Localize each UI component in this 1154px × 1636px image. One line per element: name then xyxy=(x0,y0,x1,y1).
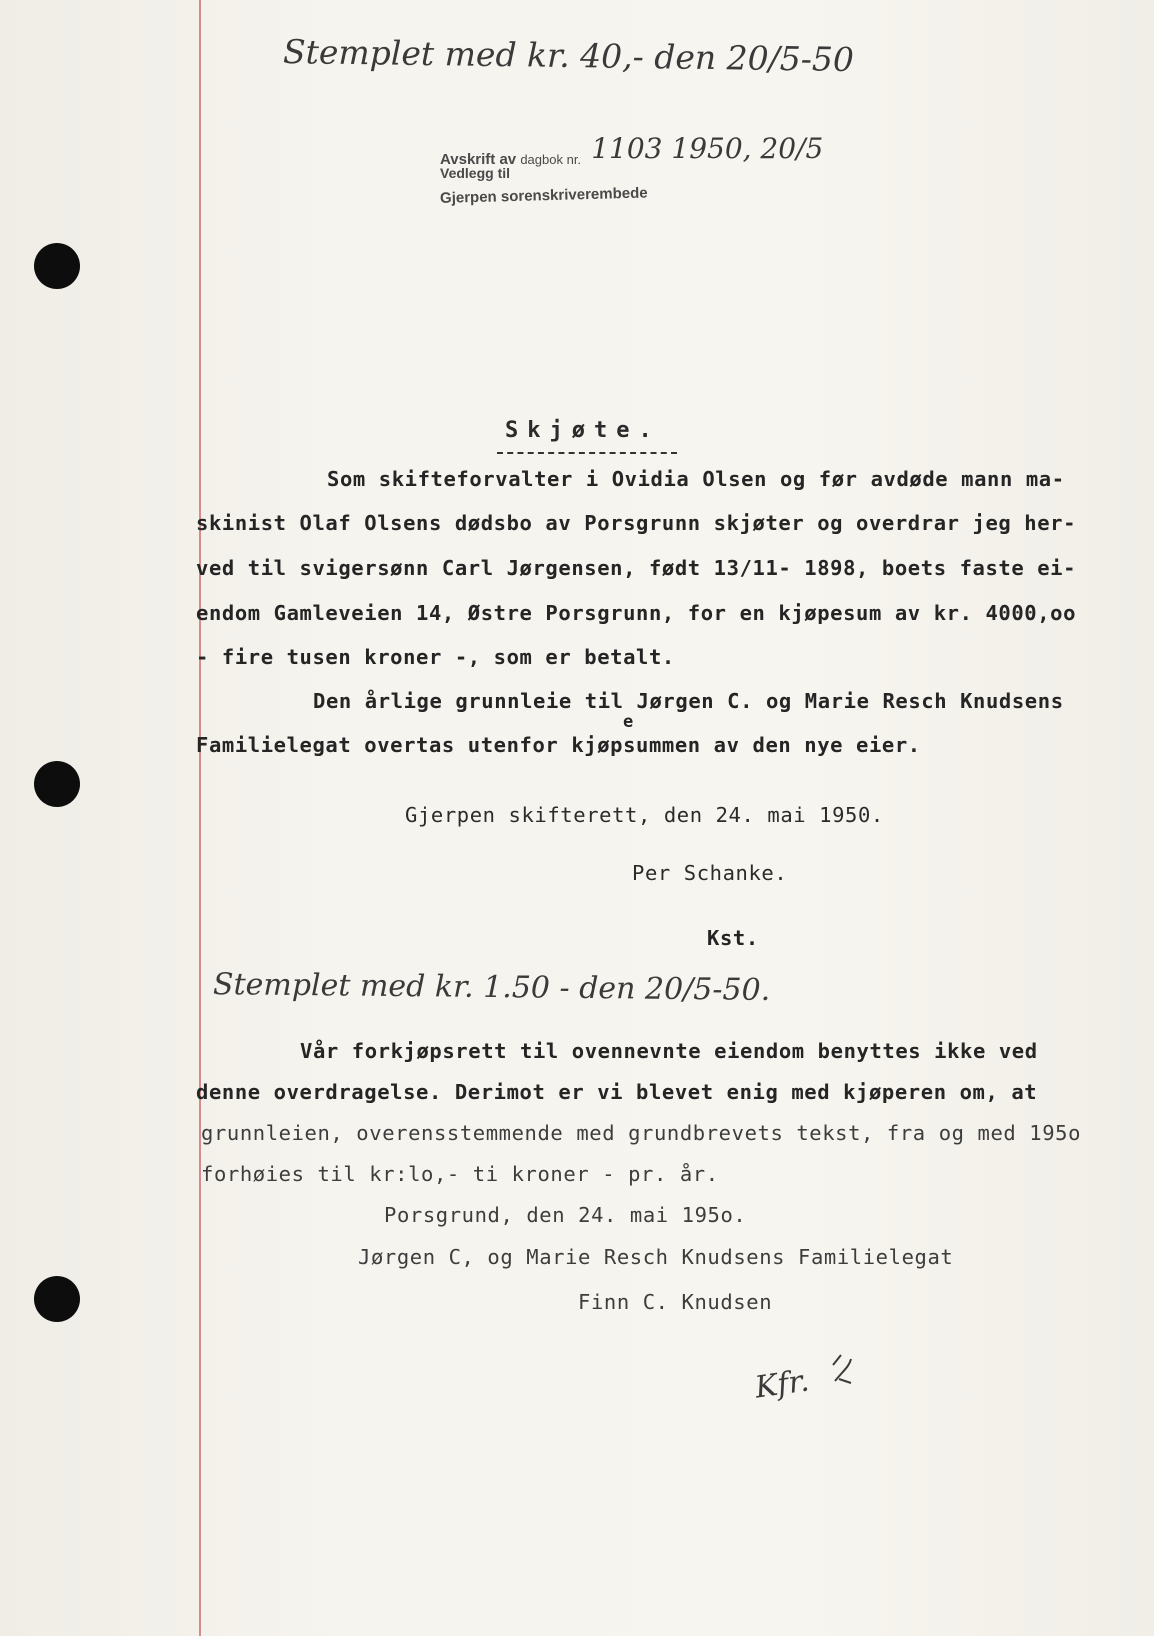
deed-line-1: Som skifteforvalter i Ovidia Olsen og før avdøde mann ma- xyxy=(327,467,1065,491)
punch-hole-middle xyxy=(34,761,80,807)
deed-line-4: endom Gamleveien 14, Østre Porsgrunn, for en kjøpesum av kr. 4000,oo xyxy=(196,601,1077,625)
waiver-signer: Finn C. Knudsen xyxy=(578,1290,773,1314)
punch-hole-bottom xyxy=(34,1276,80,1322)
waiver-entity: Jørgen C, og Marie Resch Knudsens Familielegat xyxy=(358,1245,954,1269)
stamp-line-3: Gjerpen sorenskriverembede xyxy=(439,184,648,207)
second-stamp-note: Stemplet med kr. 1.50 - den 20/5-50. xyxy=(212,967,771,1008)
punch-hole-top xyxy=(34,243,80,289)
deed-insertion-mark: e xyxy=(623,712,634,732)
deed-line-6: Den årlige grunnleie til Jørgen C. og Marie Resch Knudsens xyxy=(313,689,1064,713)
registry-stamp xyxy=(439,132,824,207)
deed-kst: Kst. xyxy=(707,926,759,950)
waiver-line-1: Vår forkjøpsrett til ovennevnte eiendom benyttes ikke ved xyxy=(300,1039,1038,1063)
deed-signer: Per Schanke. xyxy=(632,861,788,885)
stamp-label: Avskrift av xyxy=(440,151,517,168)
deed-line-2: skinist Olaf Olsens dødsbo av Porsgrunn skjøter og overdrar jeg her- xyxy=(196,511,1077,535)
deed-place-date: Gjerpen skifterett, den 24. mai 1950. xyxy=(405,803,884,827)
stamp-line-2: Vedlegg til xyxy=(440,165,511,181)
deed-line-3: ved til svigersønn Carl Jørgensen, født 13/11- 1898, boets faste ei- xyxy=(196,556,1077,580)
deed-line-5: - fire tusen kroner -, som er betalt. xyxy=(196,645,675,669)
deed-line-7: Familielegat overtas utenfor kjøpsummen av den nye eier. xyxy=(196,733,921,757)
waiver-place-date: Porsgrund, den 24. mai 195o. xyxy=(384,1203,747,1227)
stamp-small: dagbok nr. xyxy=(520,152,582,167)
title-underline xyxy=(497,452,677,454)
handwritten-initials xyxy=(752,1345,875,1425)
deed-title: Skjøte. xyxy=(505,418,661,443)
initials-text: Kfr. xyxy=(752,1363,812,1406)
waiver-line-3: grunnleien, overensstemmende med grundbrevets tekst, fra og med 195o xyxy=(201,1121,1082,1145)
waiver-line-2: denne overdragelse. Derimot er vi blevet enig med kjøperen om, at xyxy=(196,1080,1038,1104)
handwritten-stamp-note: Stemplet med kr. 40,- den 20/5-50 xyxy=(282,32,855,79)
initials-flourish-icon xyxy=(752,1345,875,1425)
margin-line xyxy=(199,0,201,1636)
waiver-line-4: forhøies til kr:lo,- ti kroner - pr. år. xyxy=(201,1162,719,1186)
stamp-handwritten-number: 1103 1950, 20/5 xyxy=(591,132,824,165)
